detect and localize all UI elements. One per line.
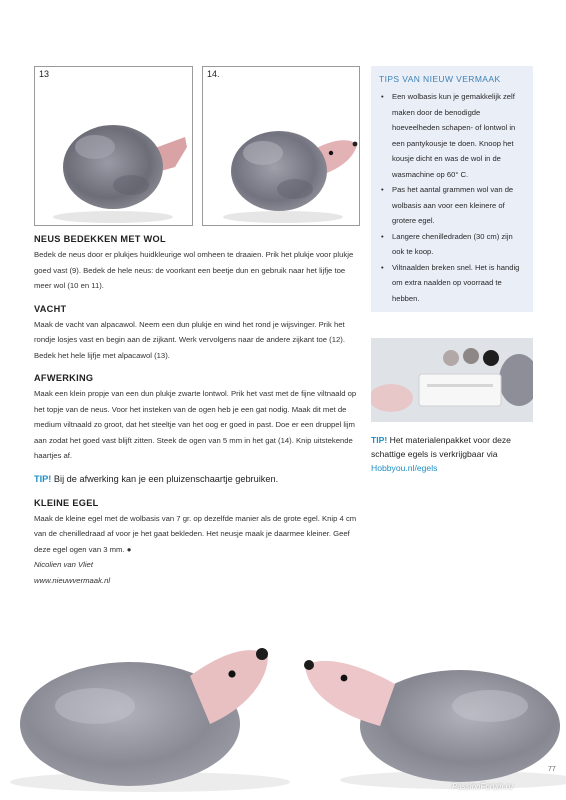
section-heading: AFWERKING bbox=[34, 373, 94, 383]
hedgehog-with-eye-image bbox=[203, 67, 360, 226]
section-text: Maak de kleine egel met de wolbasis van 7 gr. op dezelfde manier als de grote egel. Knip 4 cm van de chenilledraad af voor je het gaat bekleden. Het neusje maak je daarmee kleiner. Geef deze egel ogen van 3 mm. ● bbox=[34, 513, 357, 554]
step-number: 13 bbox=[39, 69, 50, 79]
tip-item: • Pas het aantal grammen wol van de wolbasis aan voor een kleinere of grotere egel. bbox=[379, 182, 525, 229]
kit-tip bbox=[371, 433, 541, 475]
author-name: Nicolien van Vliet bbox=[34, 560, 93, 569]
section-neus bbox=[34, 234, 360, 294]
page-number: 77 bbox=[548, 766, 556, 773]
step-number: 14. bbox=[207, 69, 220, 79]
sidebar-title: TIPS VAN NIEUW VERMAAK bbox=[379, 74, 501, 84]
hedgehog-wool-image bbox=[35, 67, 193, 226]
kit-link[interactable]: Hobbyou.nl/egels bbox=[371, 463, 438, 473]
section-kleine-egel bbox=[34, 498, 360, 589]
tip-label: TIP! bbox=[371, 435, 388, 445]
tip-item: • Langere chenilledraden (30 cm) zijn ook te koop. bbox=[379, 229, 525, 260]
tips-sidebar bbox=[371, 66, 533, 312]
tip-scissors bbox=[34, 474, 360, 484]
tip-text: Bij de afwerking kan je een pluizenschaartje gebruiken. bbox=[53, 473, 279, 484]
step-14-photo bbox=[202, 66, 360, 226]
tip-text: Het materialenpakket voor deze schattige egels is verkrijgbaar via bbox=[371, 435, 511, 459]
tip-item: • Een wolbasis kun je gemakkelijk zelf maken door de benodigde hoeveelheden schapen- of lontwol in een pantykousje te doen. Knoop het kousje dicht en was de wol in de wasmachine op 60° C. bbox=[379, 89, 525, 182]
section-heading: KLEINE EGEL bbox=[34, 497, 99, 508]
article-body bbox=[34, 234, 360, 598]
section-heading: VACHT bbox=[34, 303, 67, 314]
kit-image bbox=[371, 338, 533, 422]
tip-item: • Viltnaalden breken snel. Het is handig om extra naalden op voorraad te hebben. bbox=[379, 260, 525, 307]
tip-label: TIP! bbox=[34, 473, 52, 484]
section-text: Bedek de neus door er plukjes huidkleurige wol omheen te draaien. Prik het plukje voor plukje goed vast (9). Bedek de hele neus: de voorkant een beetje dun en gebruik naar het lijfje toe meer wol (10 en 11). bbox=[34, 250, 354, 290]
step-13-photo bbox=[34, 66, 193, 226]
tips-list bbox=[379, 89, 525, 306]
section-text: Maak de vacht van alpacawol. Neem een dun plukje en wind het rond je wijsvinger. Prik het rondje losjes vast en begin aan de zijkant. Werk vervolgens naar de andere zijkant toe (12). Bedek het hele lijfje met alpacawol (13). bbox=[34, 319, 345, 360]
material-kit-photo bbox=[371, 338, 533, 422]
section-heading: NEUS BEDEKKEN MET WOL bbox=[34, 234, 166, 244]
section-vacht bbox=[34, 304, 360, 364]
hedgehogs-photo bbox=[0, 614, 566, 800]
watermark: PassionForum.ru bbox=[452, 782, 513, 791]
section-text: Maak een klein propje van een dun plukje zwarte lontwol. Prik het vast met de fijne viltnaald op het topje van de neus. Voor het insteken van de ogen heb je een gat nodig. Maak dit met de medium viltnaald zo groot, dat het steeltje van het oog er goed in past. Doe er een druppel lijm aan zodat het goed vast blijft zitten. Steek de ogen van 5 mm in het gat (14). Knip uitstekende haartjes af. bbox=[34, 389, 357, 460]
website-link[interactable]: www.nieuwvermaak.nl bbox=[34, 575, 111, 585]
section-afwerking bbox=[34, 373, 360, 464]
